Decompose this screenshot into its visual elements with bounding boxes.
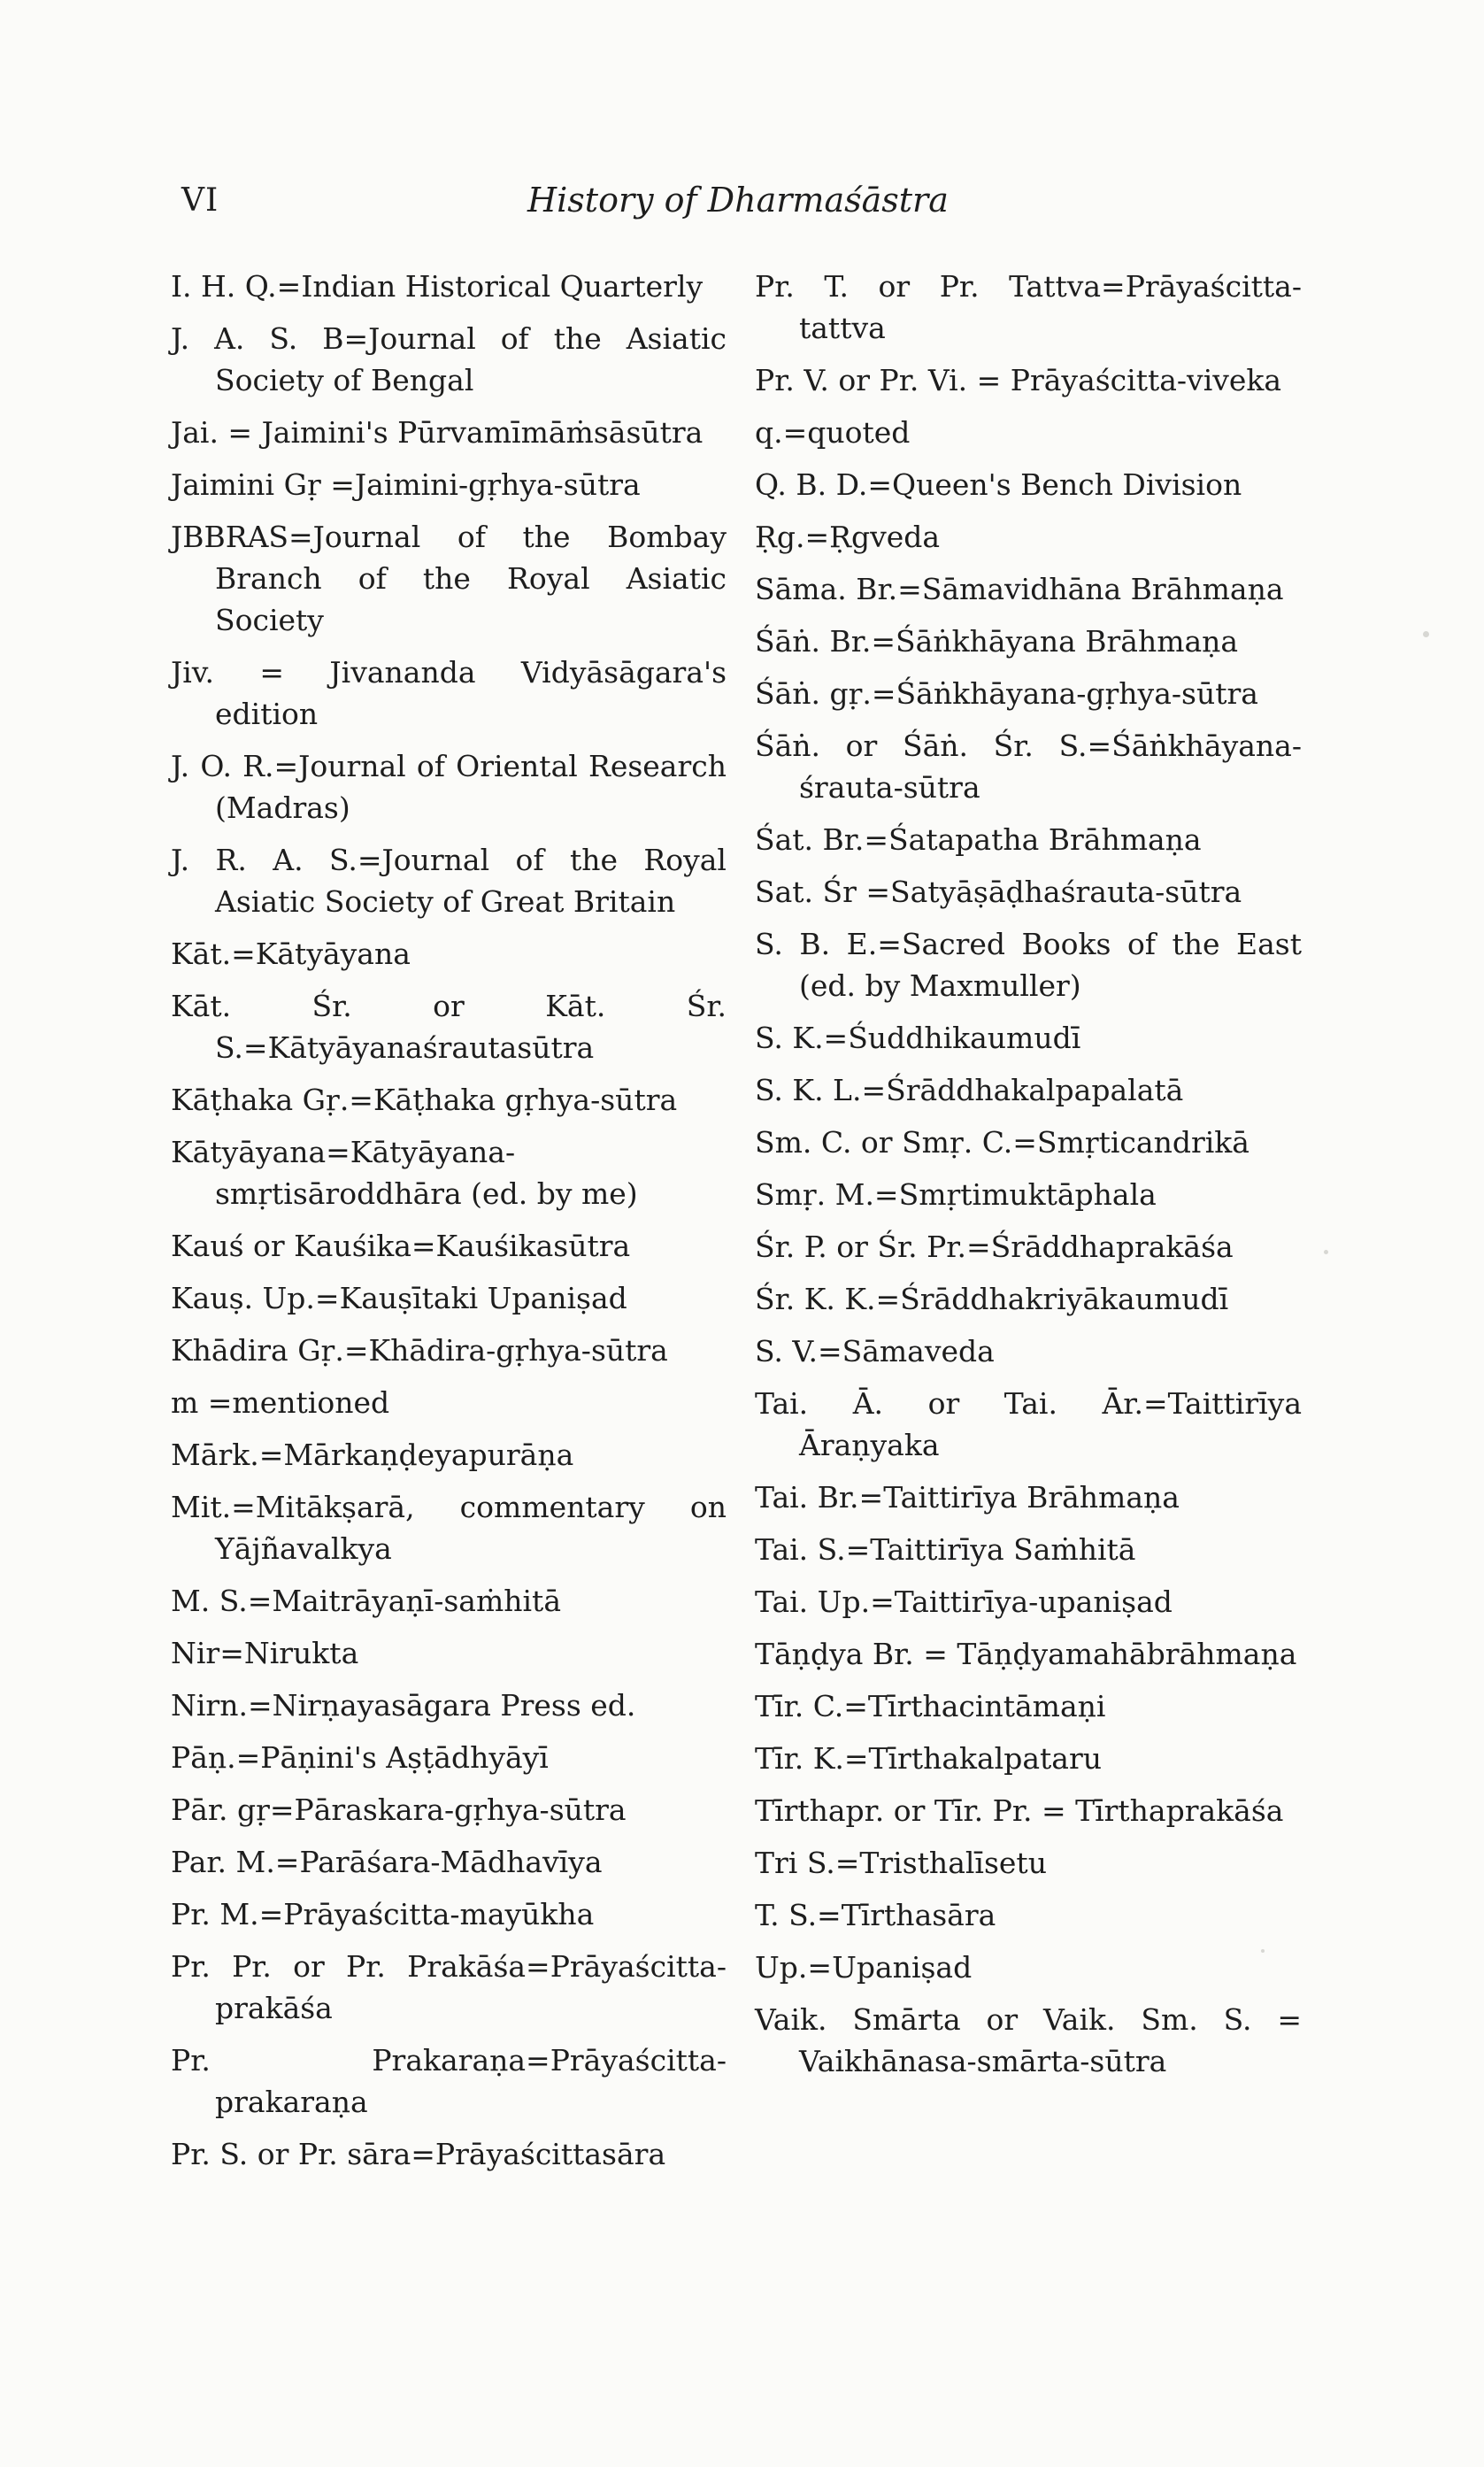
abbreviation-entry: Pr. Pr. or Pr. Prakāśa=Prāyaścitta-prakāśa <box>171 1949 727 2025</box>
abbreviation-entry: Śat. Br.=Śatapatha Brāhmaṇa <box>755 822 1202 857</box>
abbreviation-entry: Ṛg.=Ṛgveda <box>755 520 941 554</box>
abbreviation-entry: I. H. Q.=Indian Historical Quarterly <box>171 269 704 304</box>
abbreviation-entry: Kātyāyana=Kātyāyana-smṛtisāroddhāra (ed. by me) <box>171 1135 638 1211</box>
abbreviation-entry: T. S.=Tīrthasāra <box>755 1898 996 1932</box>
abbreviation-entry: Tīr. C.=Tīrthacintāmaṇi <box>755 1689 1106 1723</box>
abbreviation-entry: Vaik. Smārta or Vaik. Sm. S. = Vaikhānasa-smārta-sūtra <box>755 2002 1302 2078</box>
abbreviation-entry: Tai. Ā. or Tai. Ār.=Taittirīya Āraṇyaka <box>755 1386 1302 1462</box>
abbreviation-entry: Pr. M.=Prāyaścitta-mayūkha <box>171 1897 595 1931</box>
page-number: VI <box>181 182 219 219</box>
abbreviation-entry: Sm. C. or Smṛ. C.=Smṛticandrikā <box>755 1125 1249 1160</box>
abbreviation-entry: Tai. Up.=Taittirīya-upaniṣad <box>755 1584 1173 1619</box>
abbreviation-entry: Mit.=Mitākṣarā, commentary on Yājñavalkya <box>171 1490 727 1566</box>
abbreviation-entry: Nir=Nirukta <box>171 1636 359 1670</box>
abbreviation-entry: Pr. V. or Pr. Vi. = Prāyaścitta-viveka <box>755 363 1282 397</box>
abbreviation-entry: Kauṣ. Up.=Kauṣītaki Upaniṣad <box>171 1281 627 1315</box>
abbreviation-entry: J. R. A. S.=Journal of the Royal Asiatic Society of Great Britain <box>171 843 727 919</box>
abbreviations-left-column <box>171 266 727 2186</box>
abbreviation-entry: Jaimini Gṛ =Jaimini-gṛhya-sūtra <box>171 467 641 502</box>
abbreviation-entry: Jiv. = Jivananda Vidyāsāgara's edition <box>171 655 727 731</box>
scan-speck <box>1423 631 1429 637</box>
abbreviation-entry: JBBRAS=Journal of the Bombay Branch of the Royal Asiatic Society <box>171 520 727 637</box>
abbreviation-entry: Jai. = Jaimini's Pūrvamīmāṁsāsūtra <box>171 415 704 450</box>
abbreviation-entry: Tri S.=Tristhalīsetu <box>755 1846 1047 1880</box>
abbreviation-entry: Kāṭhaka Gṛ.=Kāṭhaka gṛhya-sūtra <box>171 1083 678 1117</box>
abbreviation-entry: Pāṇ.=Pāṇini's Aṣṭādhyāyī <box>171 1740 549 1775</box>
abbreviation-entry: M. S.=Maitrāyaṇī-saṁhitā <box>171 1584 561 1618</box>
scan-speck <box>1261 1949 1265 1953</box>
abbreviation-entry: Śāṅ. Br.=Śāṅkhāyana Brāhmaṇa <box>755 624 1239 659</box>
abbreviation-entry: J. O. R.=Journal of Oriental Research (Madras) <box>171 749 727 825</box>
abbreviation-entry: Tai. Br.=Taittirīya Brāhmaṇa <box>755 1480 1180 1515</box>
abbreviation-entry: J. A. S. B=Journal of the Asiatic Society of Bengal <box>171 321 727 397</box>
abbreviation-entry: Nirn.=Nirṇayasāgara Press ed. <box>171 1688 636 1723</box>
abbreviation-entry: S. K.=Śuddhikaumudī <box>755 1021 1081 1055</box>
abbreviation-entry: Pr. Prakaraṇa=Prāyaścitta-prakaraṇa <box>171 2043 727 2119</box>
abbreviation-entry: q.=quoted <box>755 415 911 450</box>
scan-speck <box>1324 1250 1328 1254</box>
abbreviation-entry: Up.=Upaniṣad <box>755 1950 973 1985</box>
abbreviation-entry: S. V.=Sāmaveda <box>755 1334 995 1368</box>
abbreviation-entry: Q. B. D.=Queen's Bench Division <box>755 467 1242 502</box>
abbreviation-entry: Tīr. K.=Tīrthakalpataru <box>755 1741 1103 1776</box>
abbreviation-entry: Pr. S. or Pr. sāra=Prāyaścittasāra <box>171 2137 666 2171</box>
abbreviation-entry: Śr. K. K.=Śrāddhakriyākaumudī <box>755 1282 1229 1316</box>
abbreviation-entry: Pr. T. or Pr. Tattva=Prāyaścitta-tattva <box>755 269 1302 345</box>
abbreviation-entry: Tīrthapr. or Tīr. Pr. = Tīrthaprakāśa <box>755 1793 1284 1828</box>
abbreviation-entry: Smṛ. M.=Smṛtimuktāphala <box>755 1177 1157 1212</box>
abbreviation-entry: Sāma. Br.=Sāmavidhāna Brāhmaṇa <box>755 572 1284 606</box>
abbreviation-entry: Kāt. Śr. or Kāt. Śr. S.=Kātyāyanaśrautasūtra <box>171 989 727 1065</box>
running-title: History of Dharmaśāstra <box>527 181 949 220</box>
abbreviation-entry: Śāṅ. gṛ.=Śāṅkhāyana-gṛhya-sūtra <box>755 676 1258 711</box>
abbreviation-entry: Śāṅ. or Śāṅ. Śr. S.=Śāṅkhāyana-śrauta-sūtra <box>755 729 1302 805</box>
abbreviations-right-column <box>755 266 1302 2093</box>
abbreviation-entry: Pār. gṛ=Pāraskara-gṛhya-sūtra <box>171 1792 627 1827</box>
abbreviation-entry: Kauś or Kauśika=Kauśikasūtra <box>171 1229 631 1263</box>
abbreviation-entry: Sat. Śr =Satyāṣāḍhaśrauta-sūtra <box>755 875 1242 909</box>
abbreviation-entry: m =mentioned <box>171 1385 390 1420</box>
abbreviation-entry: S. B. E.=Sacred Books of the East (ed. by Maxmuller) <box>755 927 1302 1003</box>
abbreviation-entry: Tāṇḍya Br. = Tāṇḍyamahābrāhmaṇa <box>755 1637 1297 1671</box>
abbreviation-entry: Kāt.=Kātyāyana <box>171 937 411 971</box>
abbreviation-entry: S. K. L.=Śrāddhakalpapalatā <box>755 1073 1184 1107</box>
abbreviation-entry: Mārk.=Mārkaṇḍeyapurāṇa <box>171 1438 574 1472</box>
abbreviation-entry: Par. M.=Parāśara-Mādhavīya <box>171 1845 603 1879</box>
abbreviation-entry: Khādira Gṛ.=Khādira-gṛhya-sūtra <box>171 1333 668 1368</box>
abbreviation-entry: Tai. S.=Taittirīya Saṁhitā <box>755 1532 1136 1567</box>
abbreviation-entry: Śr. P. or Śr. Pr.=Śrāddhaprakāśa <box>755 1230 1234 1264</box>
